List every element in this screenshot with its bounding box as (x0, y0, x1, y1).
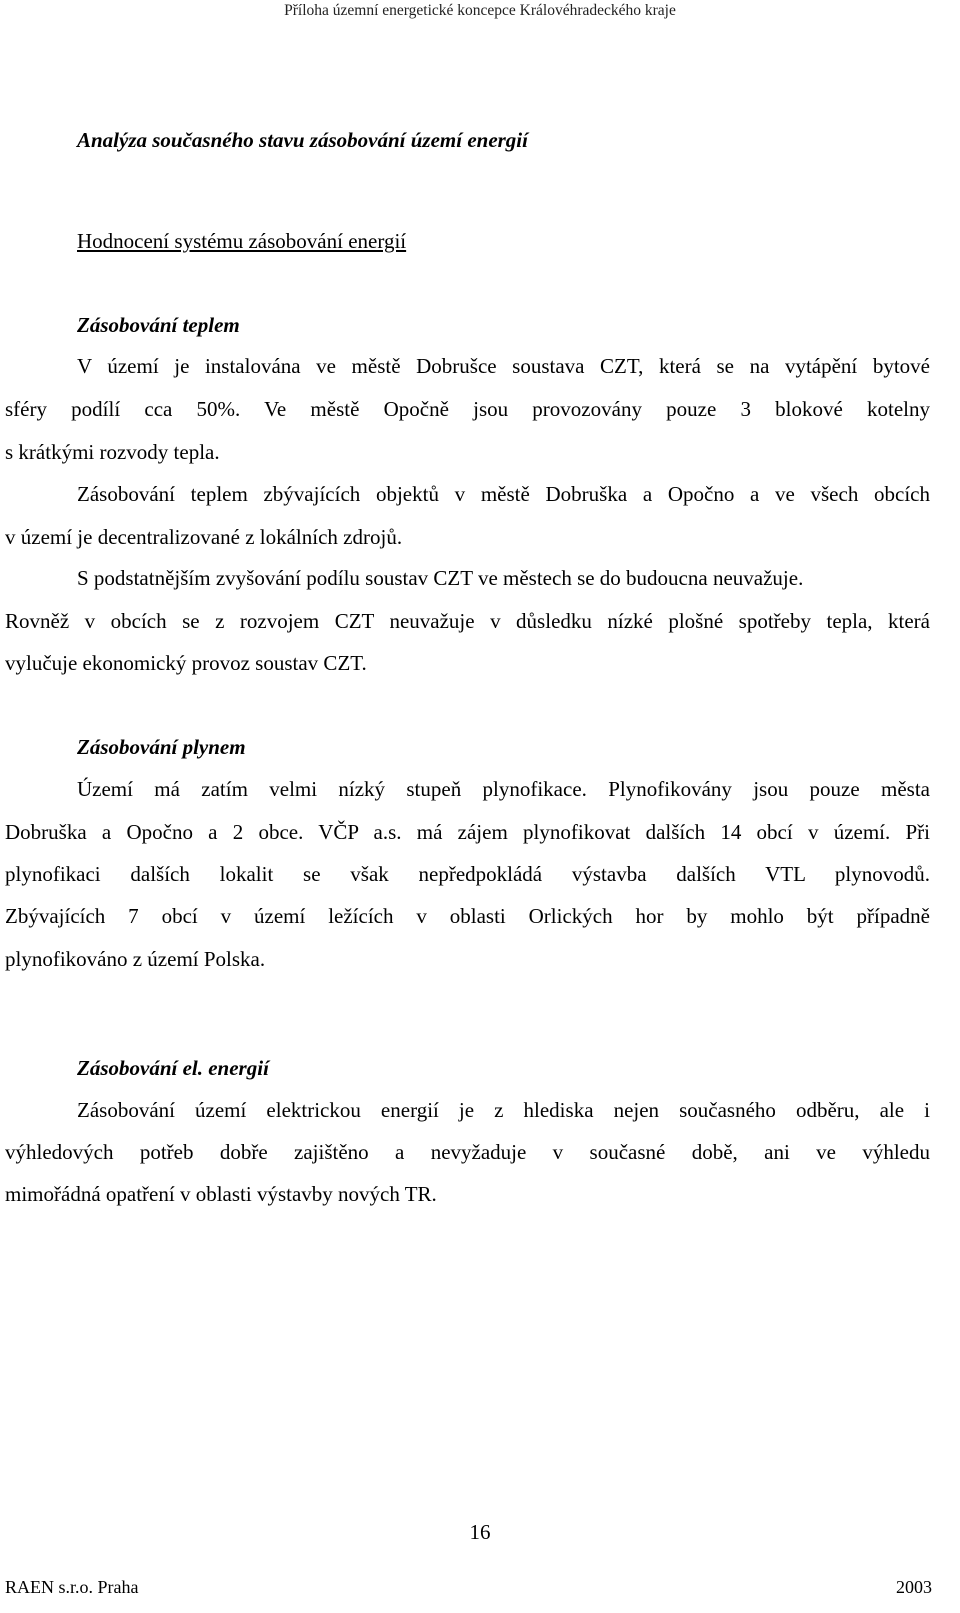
paragraph-line: vylučuje ekonomický provoz soustav CZT. (5, 651, 367, 675)
footer-company: RAEN s.r.o. Praha (5, 1577, 139, 1597)
running-header: Příloha územní energetické koncepce Královéhradeckého kraje (284, 2, 676, 19)
paragraph-line: Zásobování teplem zbývajících objektů v městě Dobruška a Opočno a ve všech obcích (77, 482, 930, 506)
paragraph-line: Zásobování území elektrickou energií je z hlediska nejen současného odběru, ale i (77, 1098, 930, 1122)
heading-gas-supply: Zásobování plynem (77, 735, 246, 759)
paragraph-line: Rovněž v obcích se z rozvojem CZT neuvažuje v důsledku nízké plošné spotřeby tepla, která (5, 609, 930, 633)
paragraph-line: s krátkými rozvody tepla. (5, 440, 220, 464)
paragraph-line: v území je decentralizované z lokálních zdrojů. (5, 525, 403, 549)
paragraph-line: plynofikaci dalších lokalit se však nepředpokládá výstavba dalších VTL plynovodů. (5, 862, 930, 886)
paragraph-line: S podstatnějším zvyšování podílu soustav CZT ve městech se do budoucna neuvažuje. (77, 566, 804, 590)
heading-heat-supply: Zásobování teplem (77, 313, 240, 337)
paragraph-line: Dobruška a Opočno a 2 obce. VČP a.s. má zájem plynofikovat dalších 14 obcí v území. Při (5, 820, 930, 844)
paragraph-line: V území je instalována ve městě Dobrušce soustava CZT, která se na vytápění bytové (77, 354, 930, 378)
section-subtitle: Hodnocení systému zásobování energií (77, 229, 407, 253)
paragraph-line: výhledových potřeb dobře zajištěno a nevyžaduje v současné době, ani ve výhledu (5, 1140, 930, 1164)
paragraph-line: sféry podílí cca 50%. Ve městě Opočně jsou provozovány pouze 3 blokové kotelny (5, 397, 930, 421)
page-number: 16 (469, 1520, 491, 1544)
paragraph-line: plynofikováno z území Polska. (5, 947, 266, 971)
paragraph-line: mimořádná opatření v oblasti výstavby nových TR. (5, 1182, 437, 1206)
document-title: Analýza současného stavu zásobování území energií (77, 128, 528, 152)
footer-year: 2003 (896, 1577, 932, 1597)
heading-electricity-supply: Zásobování el. energií (77, 1056, 269, 1080)
paragraph-line: Zbývajících 7 obcí v území ležících v oblasti Orlických hor by mohlo být případně (5, 904, 930, 928)
paragraph-line: Území má zatím velmi nízký stupeň plynofikace. Plynofikovány jsou pouze města (77, 777, 930, 801)
